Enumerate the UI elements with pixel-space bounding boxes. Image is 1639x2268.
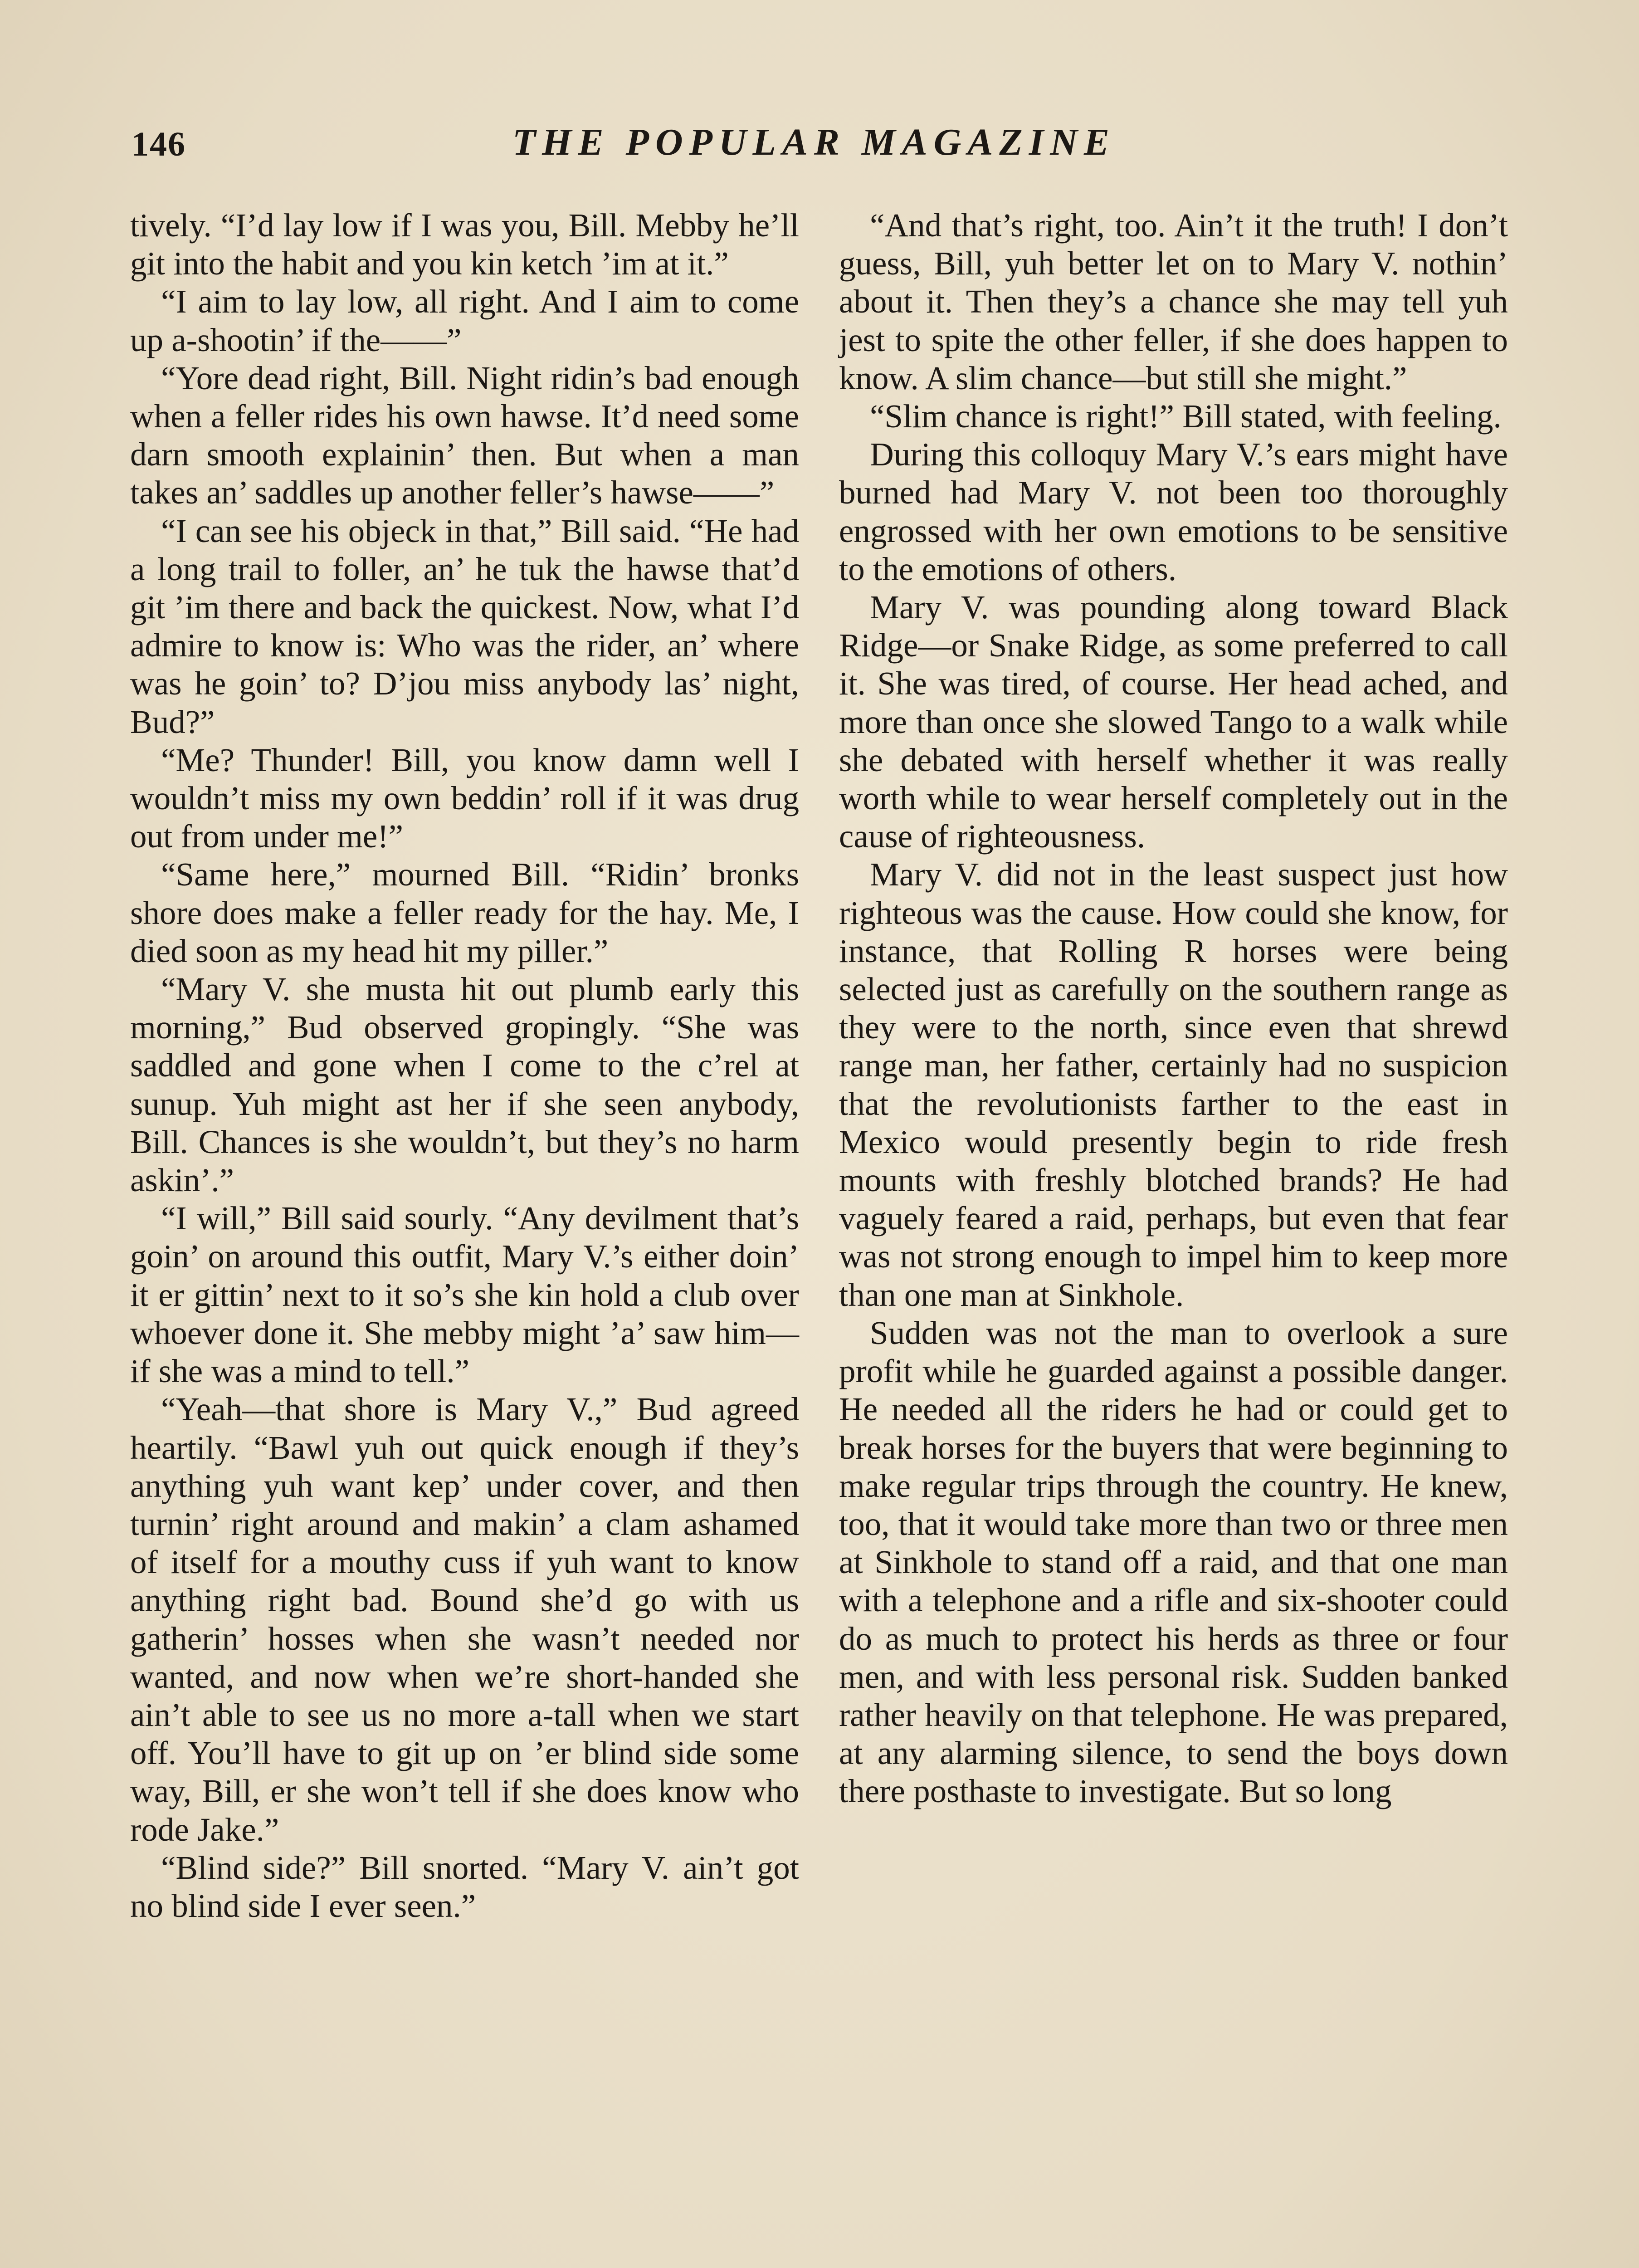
page-header	[132, 116, 1515, 170]
left-column	[130, 206, 799, 1925]
right-column	[839, 206, 1508, 1811]
paragraph: “Me? Thunder! Bill, you know damn well I wouldn’t miss my own beddin’ roll if it was drug out from under me!”	[130, 741, 799, 855]
paragraph: “I aim to lay low, all right. And I aim to come up a-shootin’ if the——”	[130, 283, 799, 358]
paragraph: “Yeah—that shore is Mary V.,” Bud agreed heartily. “Bawl yuh out quick enough if they’s anything yuh want kep’ under cover, and then turnin’ right around and makin’ a clam ashamed of itself for a mouthy cuss if yuh want to know anything right bad. Bound she’d go with us gatherin’ hosses when she wasn’t needed nor wanted, and now when we’re short-handed she ain’t able to see us no more a-tall when we start off. You’ll have to git up on ’er blind side some way, Bill, er she won’t tell if she does know who rode Jake.”	[130, 1391, 799, 1848]
paragraph: Mary V. was pounding along toward Black Ridge—or Snake Ridge, as some preferred to call it. She was tired, of course. Her head ached, and more than once she slowed Tango to a walk while she debated with herself whether it was really worth while to wear herself completely out in the cause of righteousness.	[839, 589, 1508, 855]
paragraph: “Mary V. she musta hit out plumb early this morning,” Bud observed gropingly. “She was saddled and gone when I come to the c’rel at sunup. Yuh might ast her if she seen anybody, Bill. Chances is she wouldn’t, but they’s no harm askin’.”	[130, 971, 799, 1199]
paragraph: “I can see his objeck in that,” Bill said. “He had a long trail to foller, an’ he tuk the hawse that’d git ’im there and back the quickest. Now, what I’d admire to know is: Who was the rider, an’ where was he goin’ to? D’jou miss anybody las’ night, Bud?”	[130, 512, 799, 740]
paragraph: Sudden was not the man to overlook a sure profit while he guarded against a possible danger. He needed all the riders he had or could get to break horses for the buyers that were beginning to make regular trips through the country. He knew, too, that it would take more than two or three men at Sinkhole to stand off a raid, and that one man with a telephone and a rifle and six-shooter could do as much to protect his herds as three or four men, and with less personal risk. Sudden banked rather heavily on that telephone. He was prepared, at any alarming silence, to send the boys down there posthaste to investigate. But so long	[839, 1314, 1508, 1810]
paragraph: “Slim chance is right!” Bill stated, with feeling.	[870, 398, 1502, 435]
paragraph: “Same here,” mourned Bill. “Ridin’ bronks shore does make a feller ready for the hay. Me, I died soon as my head hit my piller.”	[130, 856, 799, 969]
paragraph: “I will,” Bill said sourly. “Any devilment that’s goin’ on around this outfit, Mary V.’s either doin’ it er gittin’ next to it so’s she kin hold a club over whoever done it. She mebby might ’a’ saw him—if she was a mind to tell.”	[130, 1200, 799, 1390]
paragraph: Mary V. did not in the least suspect just how righteous was the cause. How could she know, for instance, that Rolling R horses were being selected just as carefully on the southern range as they were to the north, since even that shrewd range man, her father, certainly had no suspicion that the revolutionists farther to the east in Mexico would presently begin to ride fresh mounts with freshly blotched brands? He had vaguely feared a raid, perhaps, but even that fear was not strong enough to impel him to keep more than one man at Sinkhole.	[839, 856, 1508, 1313]
paragraph: tively. “I’d lay low if I was you, Bill. Mebby he’ll git into the habit and you kin ketch ’im at it.”	[130, 207, 799, 282]
page-number: 146	[132, 125, 186, 163]
paragraph: “And that’s right, too. Ain’t it the truth! I don’t guess, Bill, yuh better let on to Mary V. nothin’ about it. Then they’s a chance she may tell yuh jest to spite the other feller, if she does happen to know. A slim chance—but still she might.”	[839, 207, 1508, 396]
paragraph: “Yore dead right, Bill. Night ridin’s bad enough when a feller rides his own hawse. It’d need some darn smooth explainin’ then. But when a man takes an’ saddles up another feller’s hawse——”	[130, 359, 799, 511]
paragraph: During this colloquy Mary V.’s ears might have burned had Mary V. not been too thoroughly engrossed with her own emotions to be sensitive to the emotions of others.	[839, 436, 1508, 587]
paragraph: “Blind side?” Bill snorted. “Mary V. ain’t got no blind side I ever seen.”	[130, 1849, 799, 1924]
magazine-title: THE POPULAR MAGAZINE	[512, 121, 1116, 163]
